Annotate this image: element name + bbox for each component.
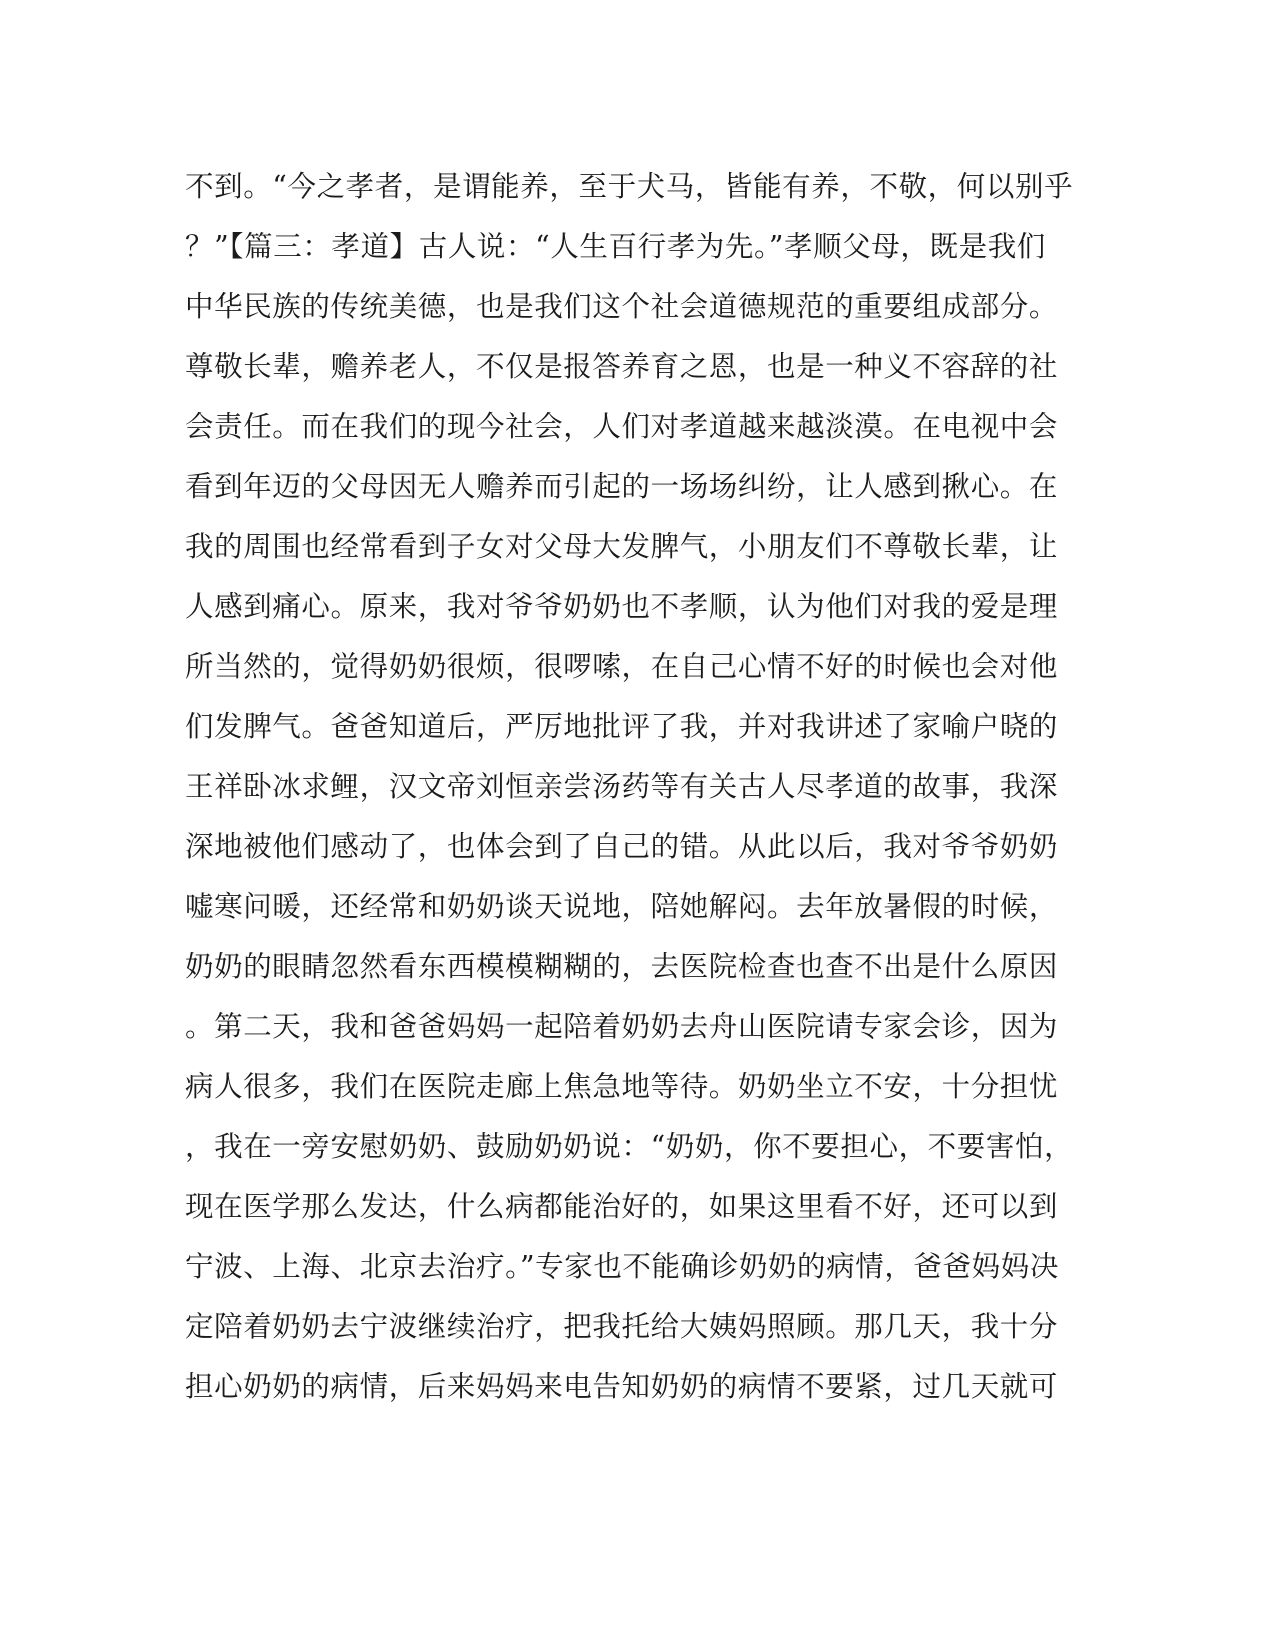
text-line: 奶奶的眼睛忽然看东西模模糊糊的，去医院检查也查不出是什么原因 [185, 950, 1059, 983]
text-line: 中华民族的传统美德，也是我们这个社会道德规范的重要组成部分。 [185, 290, 1059, 323]
text-line: 不到。“今之孝者，是谓能养，至于犬马，皆能有养，不敬，何以别乎 [185, 170, 1074, 203]
text-line: 定陪着奶奶去宁波继续治疗，把我托给大姨妈照顾。那几天，我十分 [185, 1310, 1059, 1343]
text-line: 我的周围也经常看到子女对父母大发脾气，小朋友们不尊敬长辈，让 [185, 530, 1059, 563]
text-line: 们发脾气。爸爸知道后，严厉地批评了我，并对我讲述了家喻户晓的 [185, 710, 1059, 743]
text-line: 尊敬长辈，赡养老人，不仅是报答养育之恩，也是一种义不容辞的社 [185, 350, 1059, 383]
text-line: 宁波、上海、北京去治疗。”专家也不能确诊奶奶的病情，爸爸妈妈决 [185, 1250, 1059, 1283]
text-line: 看到年迈的父母因无人赡养而引起的一场场纠纷，让人感到揪心。在 [185, 470, 1059, 503]
text-line: ，我在一旁安慰奶奶、鼓励奶奶说：“奶奶，你不要担心，不要害怕， [185, 1130, 1074, 1163]
text-line: 担心奶奶的病情，后来妈妈来电告知奶奶的病情不要紧，过几天就可 [185, 1370, 1059, 1403]
text-line: 病人很多，我们在医院走廊上焦急地等待。奶奶坐立不安，十分担忧 [185, 1070, 1059, 1103]
text-line: 王祥卧冰求鲤，汉文帝刘恒亲尝汤药等有关古人尽孝道的故事，我深 [185, 770, 1059, 803]
text-line: ？”【篇三：孝道】古人说：“人生百行孝为先。”孝顺父母，既是我们 [185, 230, 1046, 263]
text-line: 所当然的，觉得奶奶很烦，很啰嗦，在自己心情不好的时候也会对他 [185, 650, 1059, 683]
text-line: 。第二天，我和爸爸妈妈一起陪着奶奶去舟山医院请专家会诊，因为 [185, 1010, 1059, 1043]
text-line: 深地被他们感动了，也体会到了自己的错。从此以后，我对爷爷奶奶 [185, 830, 1059, 863]
text-line: 人感到痛心。原来，我对爷爷奶奶也不孝顺，认为他们对我的爱是理 [185, 590, 1059, 623]
text-line: 会责任。而在我们的现今社会，人们对孝道越来越淡漠。在电视中会 [185, 410, 1059, 443]
body-text [185, 157, 1074, 1417]
text-line: 嘘寒问暖，还经常和奶奶谈天说地，陪她解闷。去年放暑假的时候， [185, 890, 1059, 923]
text-line: 现在医学那么发达，什么病都能治好的，如果这里看不好，还可以到 [185, 1190, 1059, 1223]
